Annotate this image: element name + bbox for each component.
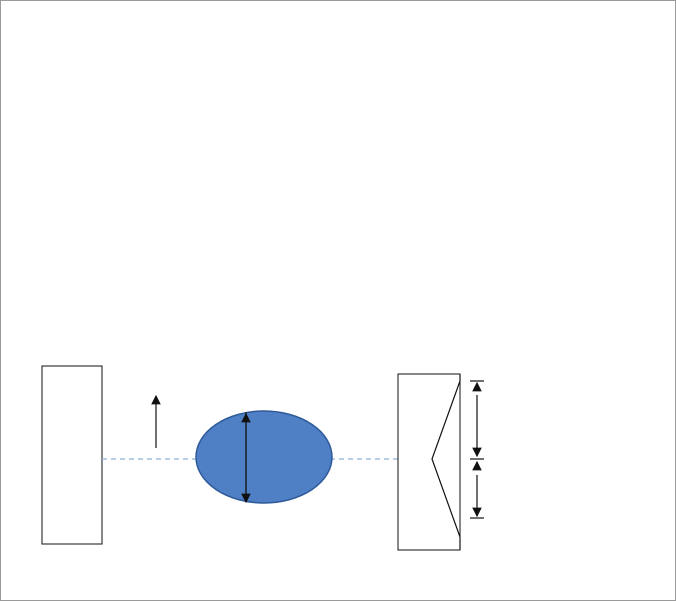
- downstream-profile: [398, 374, 460, 550]
- wake-dimension: [470, 381, 484, 518]
- upstream-profile: [42, 366, 102, 544]
- elliptical-cylinder: [196, 411, 332, 503]
